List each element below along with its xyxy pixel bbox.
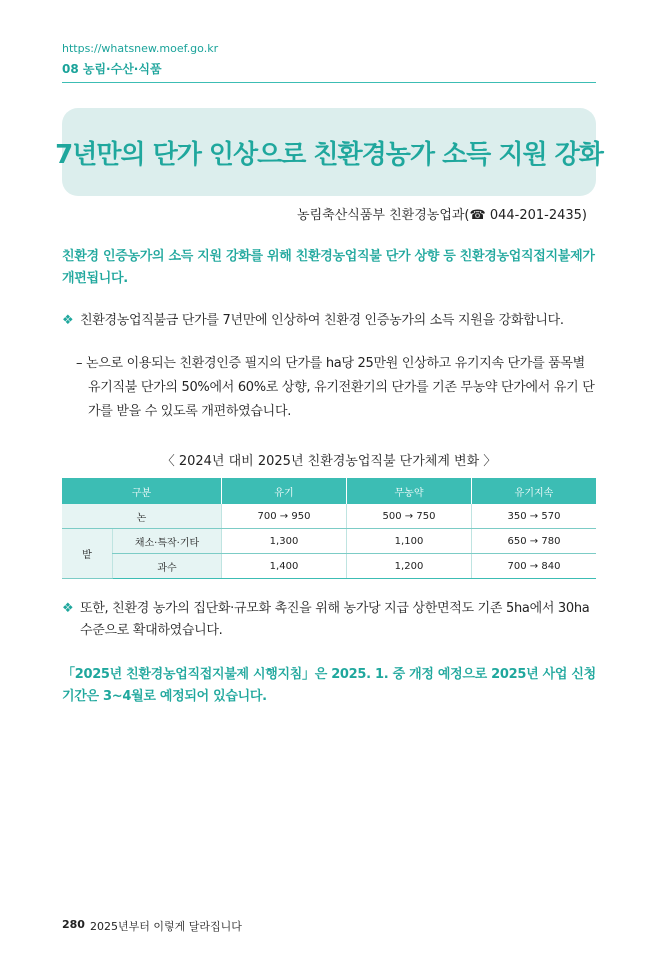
bullet-text-2: 또한, 친환경 농가의 집단화·규모화 촉진을 위해 농가당 지급 상한면적도 기존 5ha에서 30ha 수준으로 확대하였습니다. <box>80 601 590 638</box>
header-url: https://whatsnew.moef.go.kr <box>62 42 219 55</box>
table-row <box>62 554 596 579</box>
table-cell: 500 → 750 <box>347 504 472 529</box>
title-box <box>55 108 603 196</box>
table-cell: 350 → 570 <box>472 504 597 529</box>
bullet-text-1: 친환경농업직불금 단가를 7년만에 인상하여 친환경 인증농가의 소득 지원을 강화합니다. <box>80 313 564 328</box>
table-cell: 700 → 950 <box>222 504 347 529</box>
page-title: 7년만의 단가 인상으로 친환경농가 소득 지원 강화 <box>55 139 603 170</box>
bullet-item-2 <box>62 598 596 642</box>
table-cell: 1,200 <box>347 554 472 579</box>
bullet-item-1 <box>62 310 596 332</box>
table-row <box>62 504 596 529</box>
table-header-category: 구분 <box>62 478 222 504</box>
table-header-organic-continued: 유기지속 <box>472 478 597 504</box>
diamond-bullet-icon: ❖ <box>62 601 74 616</box>
table-caption: 〈 2024년 대비 2025년 친환경농업직불 단가체계 변화 〉 <box>161 454 497 469</box>
subsidy-table <box>62 478 596 579</box>
contact-info: 농림축산식품부 친환경농업과(☎ 044-201-2435) <box>297 208 587 223</box>
table-cell: 1,300 <box>222 529 347 554</box>
book-title: 2025년부터 이렇게 달라집니다 <box>90 920 242 933</box>
table-header-row <box>62 478 596 504</box>
table-cell: 1,400 <box>222 554 347 579</box>
lead-paragraph: 친환경 인증농가의 소득 지원 강화를 위해 친환경농업직불 단가 상향 등 친환경농업직접지불제가 개편됩니다. <box>62 249 595 286</box>
table-header-organic: 유기 <box>222 478 347 504</box>
row-label-fruit-trees: 과수 <box>113 554 222 579</box>
table-header-pesticide-free: 무농약 <box>347 478 472 504</box>
row-label-vegetables: 채소·특작·기타 <box>113 529 222 554</box>
row-label-paddy: 논 <box>62 504 222 529</box>
footnote-paragraph: 「2025년 친환경농업직접지불제 시행지침」은 2025. 1. 중 개정 예정으로 2025년 사업 신청기간은 3~4월로 예정되어 있습니다. <box>62 667 596 704</box>
table-row <box>62 529 596 554</box>
header-divider <box>62 82 596 83</box>
page-number: 280 <box>62 918 85 931</box>
table-cell: 1,100 <box>347 529 472 554</box>
diamond-bullet-icon: ❖ <box>62 313 74 328</box>
table-cell: 650 → 780 <box>472 529 597 554</box>
dash-item-1: – 논으로 이용되는 친환경인증 필지의 단가를 ha당 25만원 인상하고 유기지속 단가를 품목별 유기직불 단가의 50%에서 60%로 상향, 유기전환기의 단가를 기존 무농약 단가에서 유기 단가를 받을 수 있도록 개편하였습니다. <box>76 356 595 419</box>
section-label: 08 농림·수산·식품 <box>62 62 162 76</box>
table-cell: 700 → 840 <box>472 554 597 579</box>
row-group-field: 밭 <box>62 529 113 579</box>
